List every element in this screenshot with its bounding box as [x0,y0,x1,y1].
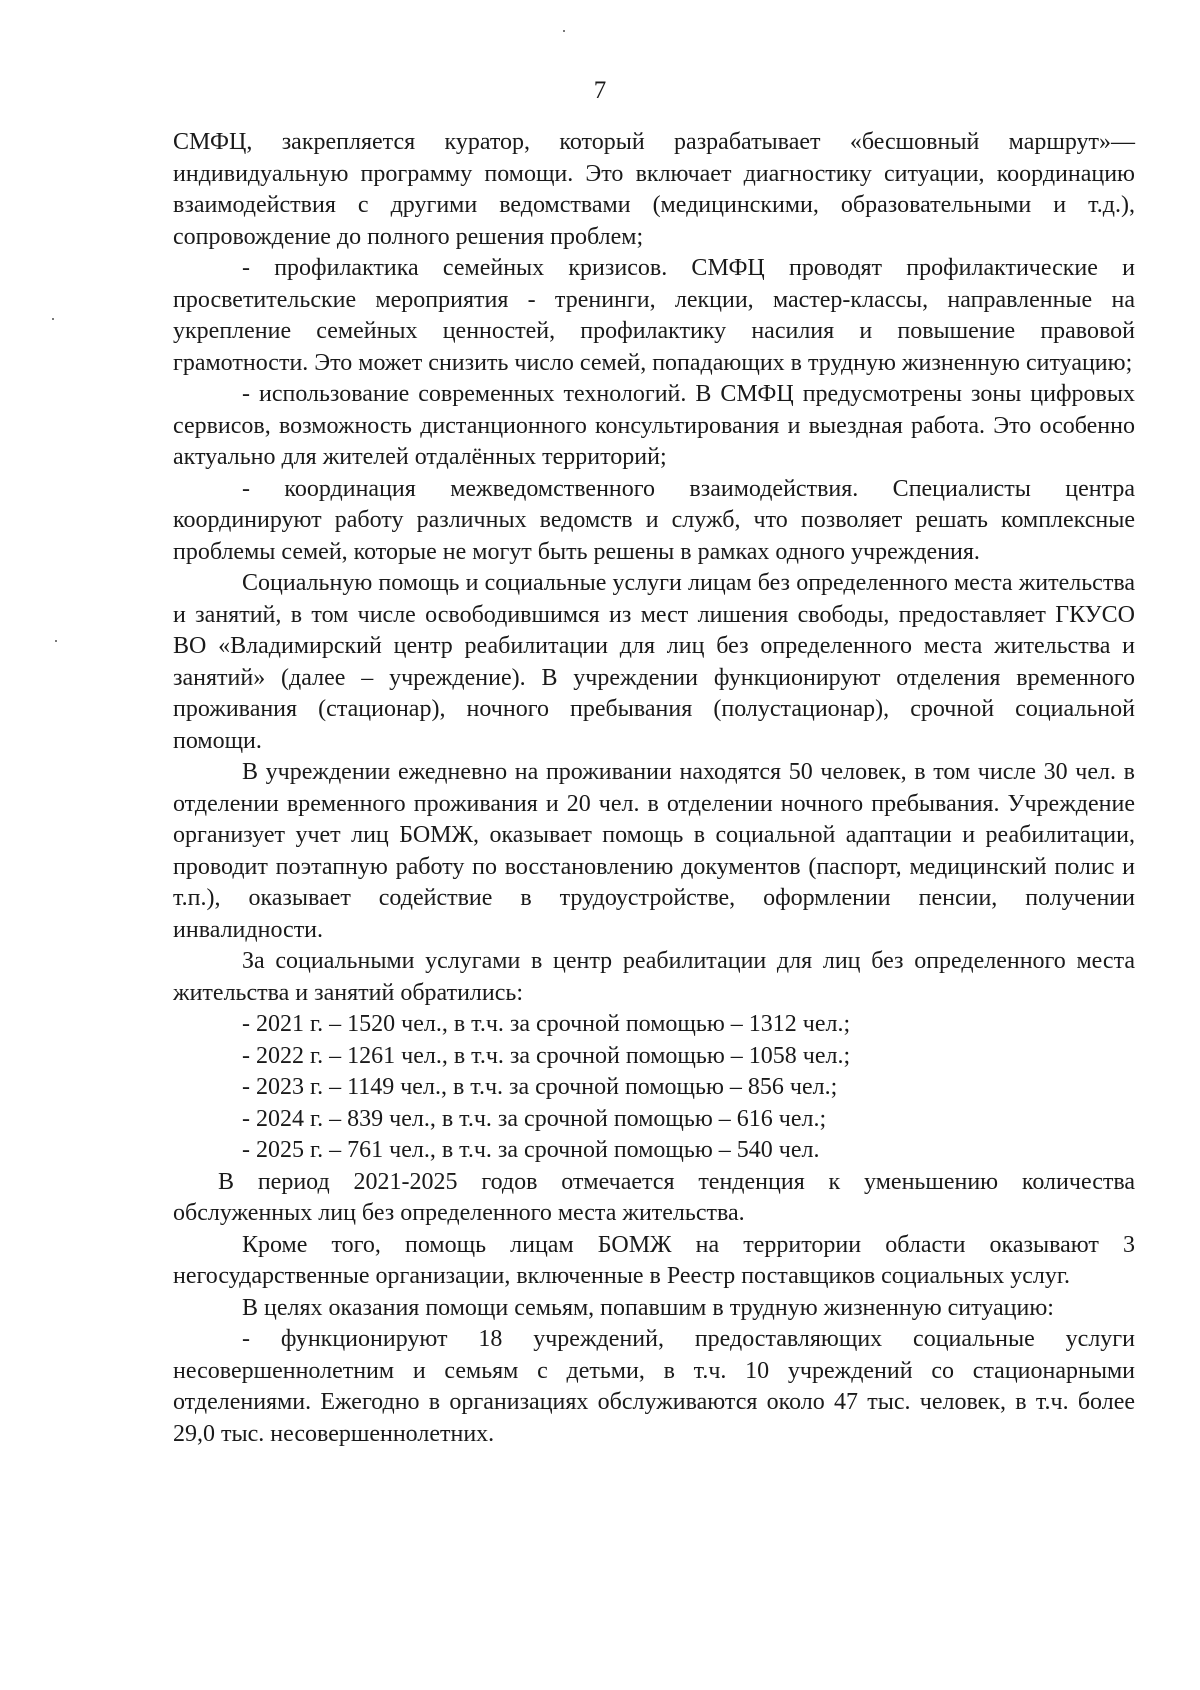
paragraph-modern-technologies: - использование современных технологий. В СМФЦ предусмотрены зоны цифровых сервисов, возможность дистанционного консультирования и выездная работа. Это особенно актуально для жителей отдалённых территорий; [173,381,1135,470]
list-item-2023: - 2023 г. – 1149 чел., в т.ч. за срочной помощью – 856 чел.; [242,1074,838,1100]
paragraph-rehabilitation-center: Социальную помощь и социальные услуги лицам без определенного места жительства и занятий, в том числе освободившимся из мест лишения свободы, предоставляет ГКУСО ВО «Владимирский центр реабилитации для лиц без определенного места жительства и занятий» (далее – учреждение). В учреждении функционируют отделения временного проживания (стационар), ночного пребывания (полустационар), срочной социальной помощи. [173,570,1135,754]
list-item-2021: - 2021 г. – 1520 чел., в т.ч. за срочной помощью – 1312 чел.; [242,1011,851,1037]
paragraph-families-intro: В целях оказания помощи семьям, попавшим в трудную жизненную ситуацию: [242,1294,1054,1321]
paragraph-continuation: СМФЦ, закрепляется куратор, который разрабатывает «бесшовный маршрут»— индивидуальную программу помощи. Это включает диагностику ситуации, координацию взаимодействия с другими ведомствами (медицинскими, образовательными и т.д.), сопровождение до полного решения проблем; [173,129,1135,250]
paragraph-interagency-coordination: - координация межведомственного взаимодействия. Специалисты центра координируют работу различных ведомств и служб, что позволяет решать комплексные проблемы семей, которые не могут быть решены в рамках одного учреждения. [173,475,1135,565]
paragraph-ngo-providers: Кроме того, помощь лицам БОМЖ на территории области оказывают 3 негосударственные организации, включенные в Реестр поставщиков социальных услуг. [173,1231,1135,1289]
paragraph-family-crisis-prevention: - профилактика семейных кризисов. СМФЦ проводят профилактические и просветительские мероприятия - тренинги, лекции, мастер-классы, направленные на укрепление семейных ценностей, профилактику насилия и повышение правовой грамотности. Это может снизить число семей, попадающих в трудную жизненную ситуацию; [173,255,1135,376]
paragraph-families-institutions: - функционируют 18 учреждений, предоставляющих социальные услуги несовершеннолетним и семьям с детьми, в т.ч. 10 учреждений со стационарными отделениями. Ежегодно в организациях обслуживаются около 47 тыс. человек, в т.ч. более 29,0 тыс. несовершеннолетних. [173,1326,1135,1447]
list-item-2025: - 2025 г. – 761 чел., в т.ч. за срочной помощью – 540 чел. [242,1137,820,1163]
scan-speck [563,30,565,32]
list-item-2024: - 2024 г. – 839 чел., в т.ч. за срочной помощью – 616 чел.; [242,1105,827,1132]
paragraph-trend: В период 2021-2025 годов отмечается тенденция к уменьшению количества обслуженных лиц без определенного места жительства. [173,1168,1135,1226]
scan-speck [55,640,57,642]
page-number: 7 [593,77,607,104]
paragraph-daily-residents: В учреждении ежедневно на проживании находятся 50 человек, в том числе 30 чел. в отделении временного проживания и 20 чел. в отделении ночного пребывания. Учреждение организует учет лиц БОМЖ, оказывает помощь в социальной адаптации и реабилитации, проводит поэтапную работу по восстановлению документов (паспорт, медицинский полис и т.п.), оказывает содействие в трудоустройстве, оформлении пенсии, получении инвалидности. [173,759,1135,943]
paragraph-applications-intro: За социальными услугами в центр реабилитации для лиц без определенного места жительства и занятий обратились: [173,948,1135,1006]
scan-speck [52,318,54,320]
document-body [173,127,1135,1450]
list-item-2022: - 2022 г. – 1261 чел., в т.ч. за срочной помощью – 1058 чел.; [242,1042,851,1069]
yearly-statistics-list [173,1009,1135,1167]
